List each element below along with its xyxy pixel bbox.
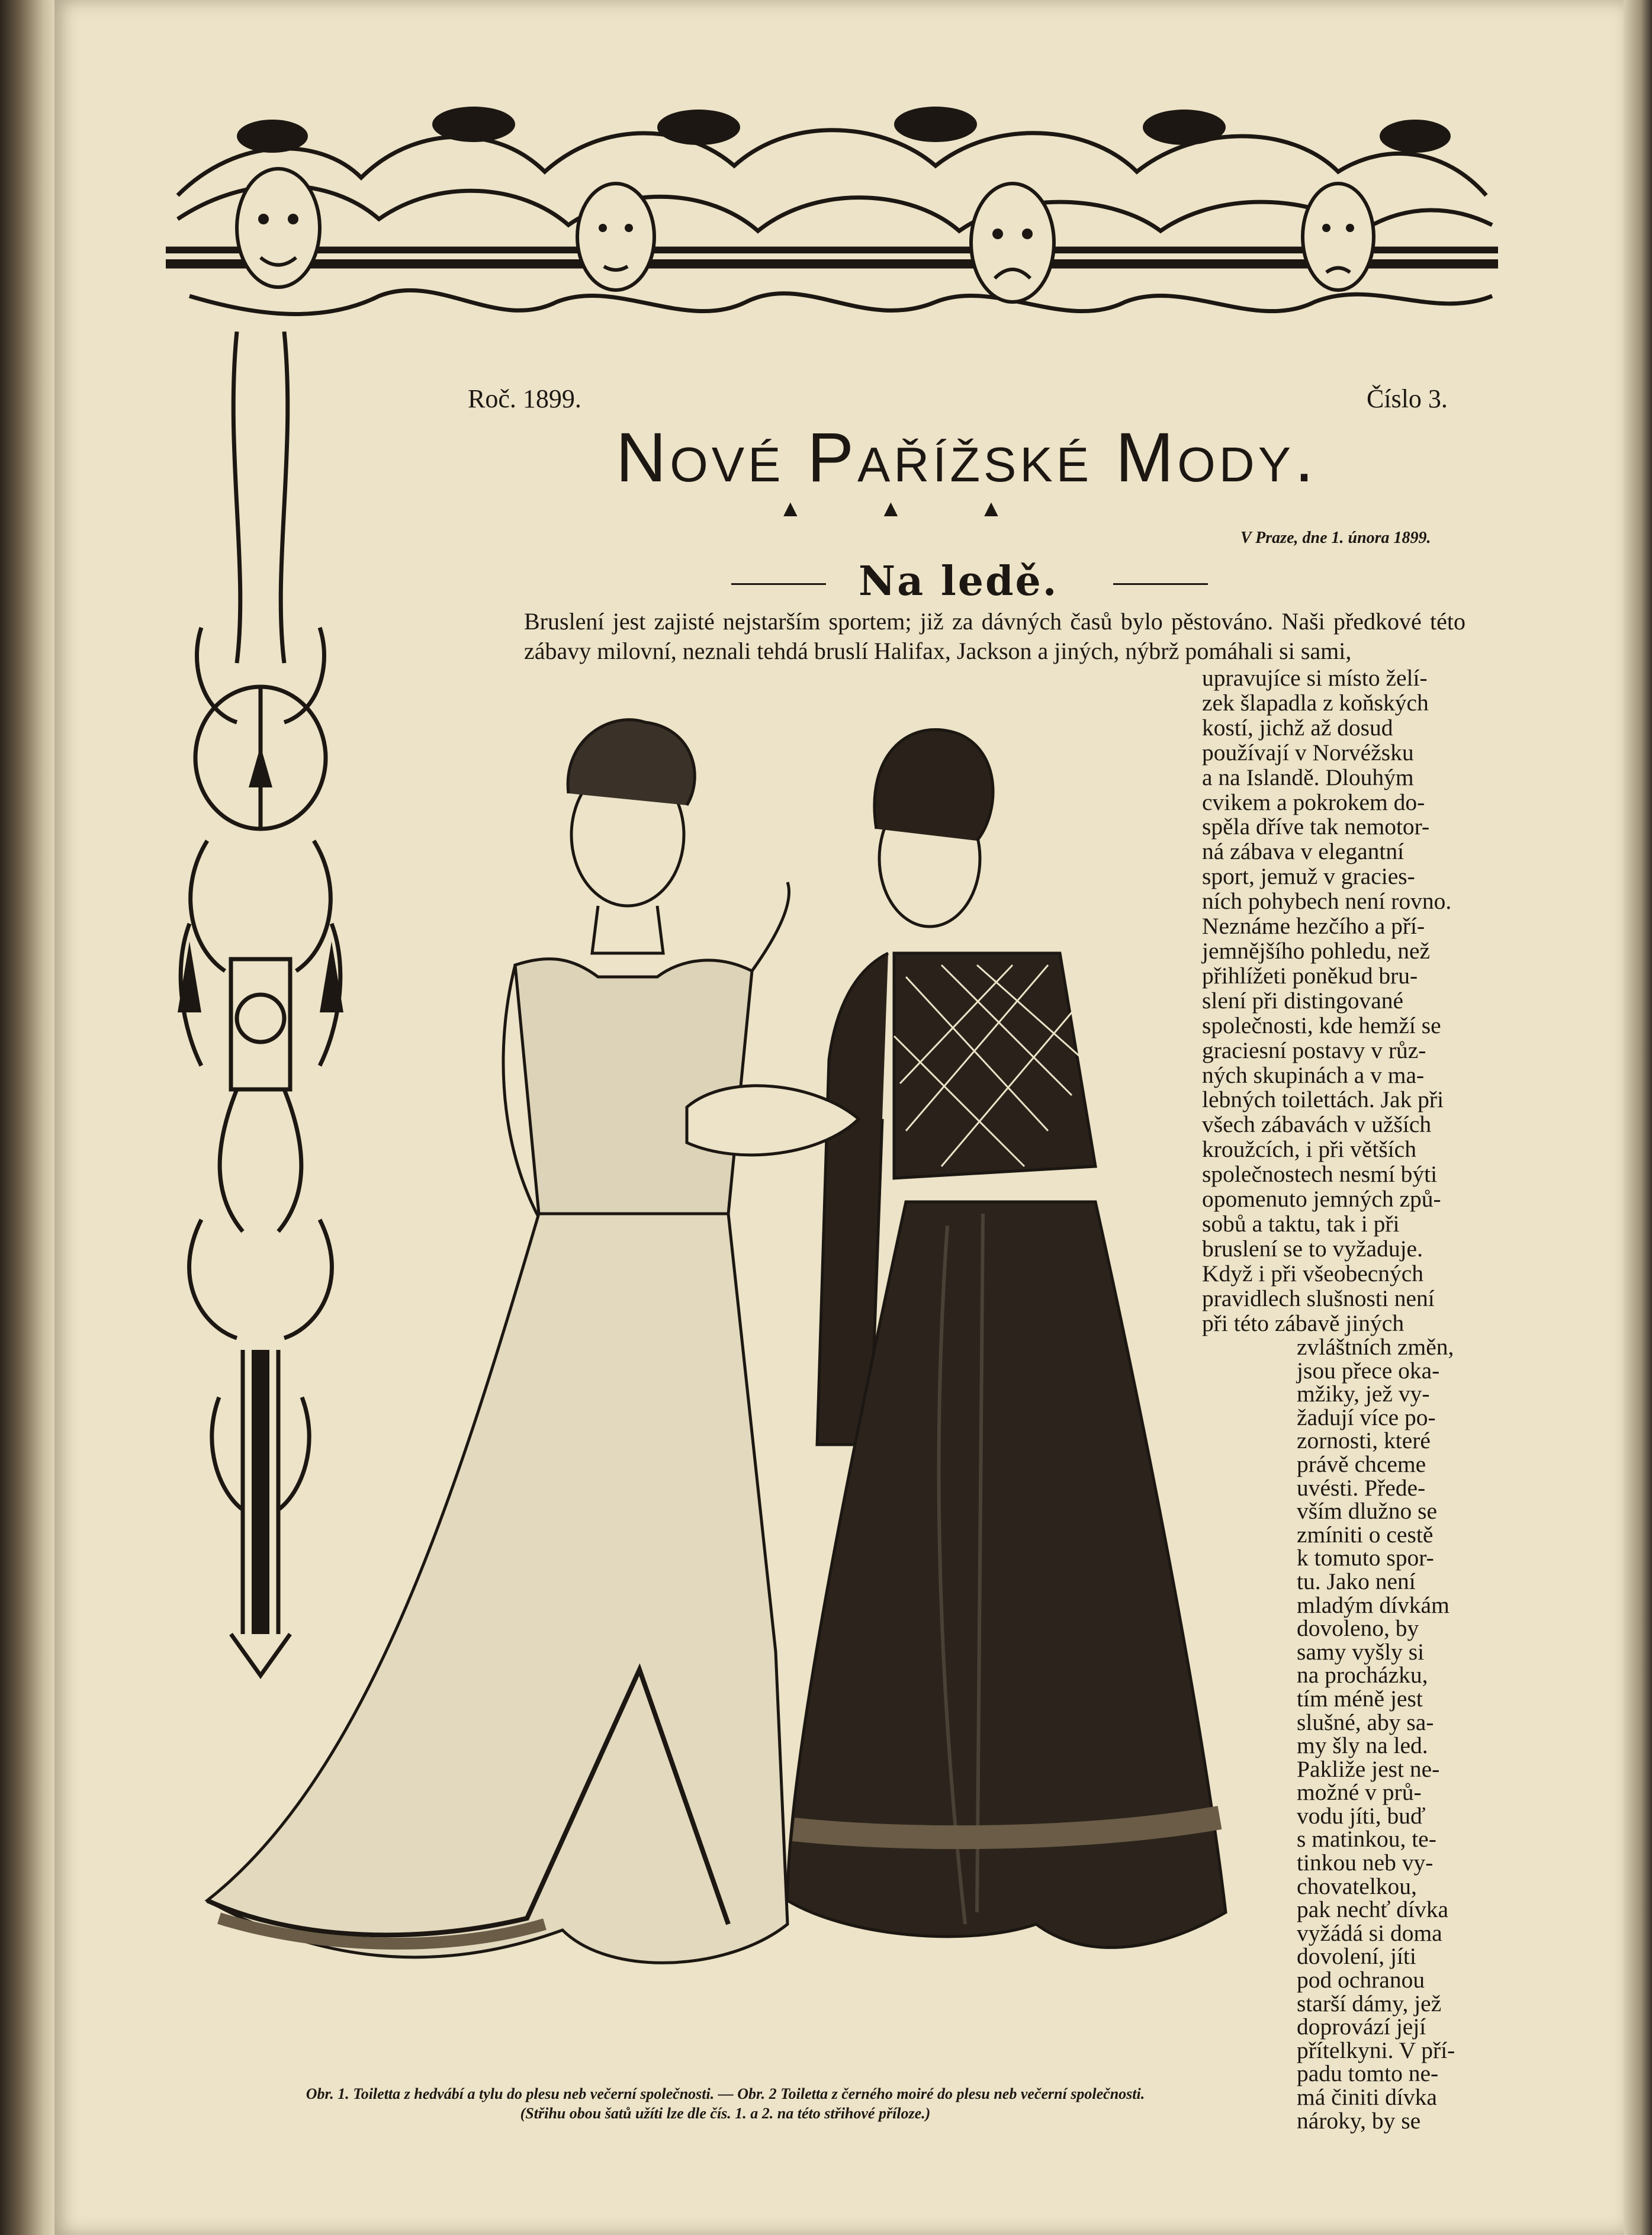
column-line: samy vyšly si bbox=[1297, 1638, 1425, 1665]
column-line: opomenuto jemných způ- bbox=[1202, 1186, 1441, 1213]
book-spine bbox=[0, 0, 54, 2235]
column-line: pak nechť dívka bbox=[1297, 1896, 1448, 1923]
column-line: společnosti, kde hemží se bbox=[1202, 1012, 1441, 1038]
column-line: spěla dříve tak nemotor- bbox=[1202, 813, 1430, 840]
column-line: žadují více po- bbox=[1297, 1404, 1436, 1430]
volume-year: Roč. 1899. bbox=[468, 384, 581, 413]
column-line: sobů a taktu, tak i při bbox=[1202, 1210, 1400, 1237]
column-line: přihlížeti poněkud bru- bbox=[1202, 962, 1418, 989]
article-intro: Bruslení jest zajisté nejstarším sportem; již za dávných časů bylo pěstováno. Naši předkové této zábavy milovní, neznali tehdá bruslí Halifax, Jackson a jiných, nýbrž pomáhali si sami, bbox=[524, 608, 1465, 664]
column-line: jemnějšího pohledu, než bbox=[1202, 937, 1431, 964]
ladies-in-gowns-illustration-icon bbox=[195, 705, 1238, 2066]
column-line: k tomuto spor- bbox=[1297, 1545, 1434, 1571]
column-line: možné v prů- bbox=[1297, 1779, 1422, 1806]
art-nouveau-masks-header-icon bbox=[166, 101, 1498, 361]
heading-rule-left bbox=[731, 583, 826, 585]
column-line: cvikem a pokrokem do- bbox=[1202, 789, 1425, 815]
column-line: kostí, jichž až dosud bbox=[1202, 714, 1393, 741]
column-line: má činiti dívka bbox=[1297, 2084, 1437, 2110]
column-line: doprovází její bbox=[1297, 2014, 1426, 2040]
column-line: lebných toilettách. Jak při bbox=[1202, 1086, 1444, 1113]
column-line: nároky, by se bbox=[1297, 2107, 1421, 2134]
column-line: ních pohybech není rovno. bbox=[1202, 888, 1452, 915]
column-line: tím méně jest bbox=[1297, 1685, 1423, 1712]
column-line: vyžádá si doma bbox=[1297, 1919, 1442, 1946]
column-line: Neznáme hezčího a pří- bbox=[1202, 913, 1425, 940]
title-ornament: ▲ ▲ ▲ bbox=[779, 495, 1039, 522]
column-line: ná zábava v elegantní bbox=[1202, 838, 1404, 865]
column-line: na procházku, bbox=[1297, 1662, 1428, 1689]
column-line: mžiky, jež vy- bbox=[1297, 1381, 1430, 1407]
column-line: s matinkou, te- bbox=[1297, 1826, 1436, 1853]
column-line: dovolení, jíti bbox=[1297, 1943, 1416, 1970]
column-line: kroužcích, i při větších bbox=[1202, 1136, 1416, 1163]
article-column bbox=[1202, 666, 1474, 1336]
dateline: V Praze, dne 1. února 1899. bbox=[1240, 529, 1431, 547]
column-line: mladým dívkám bbox=[1297, 1591, 1449, 1618]
column-line: jsou přece oka- bbox=[1297, 1357, 1440, 1384]
column-line: ných skupinách a v ma- bbox=[1202, 1062, 1425, 1088]
column-line: bruslení se to vyžaduje. bbox=[1202, 1235, 1423, 1262]
caption-line-1: Obr. 1. Toiletta z hedvábí a tylu do plesu neb večerní společnosti. — Obr. 2 Toiletta z černého moiré do plesu neb večerní společnosti. bbox=[306, 2085, 1145, 2102]
column-line: graciesní postavy v růz- bbox=[1202, 1037, 1426, 1063]
column-line: zmíniti o cestě bbox=[1297, 1521, 1434, 1548]
column-line: tu. Jako není bbox=[1297, 1568, 1416, 1594]
column-line: dovoleno, by bbox=[1297, 1615, 1419, 1642]
column-line: společnostech nesmí býti bbox=[1202, 1161, 1438, 1188]
issue-number: Číslo 3. bbox=[1367, 384, 1448, 413]
column-line: starší dámy, jež bbox=[1297, 1990, 1442, 2017]
column-line: slení při distingované bbox=[1202, 987, 1404, 1014]
column-line: padu tomto ne- bbox=[1297, 2060, 1439, 2087]
illustration-caption bbox=[178, 2084, 1273, 2123]
column-line: sport, jemuž v gracies- bbox=[1202, 863, 1415, 890]
article-column-narrow bbox=[1297, 1336, 1474, 2133]
column-line: vodu jíti, buď bbox=[1297, 1802, 1426, 1829]
heading-rule-right bbox=[1113, 583, 1208, 585]
article-heading: Na ledě. bbox=[859, 558, 1059, 605]
page-edge bbox=[1624, 0, 1652, 2235]
caption-line-2: (Střihu obou šatů užíti lze dle čís. 1. a 2. na této střihové příloze.) bbox=[520, 2105, 931, 2122]
column-line: slušné, aby sa- bbox=[1297, 1709, 1434, 1735]
column-line: vším dlužno se bbox=[1297, 1498, 1437, 1525]
column-line: uvésti. Přede- bbox=[1297, 1474, 1426, 1501]
column-line: Pakliže jest ne- bbox=[1297, 1755, 1440, 1782]
column-line: chovatelkou, bbox=[1297, 1873, 1417, 1899]
column-line: pod ochranou bbox=[1297, 1967, 1425, 1993]
column-line: při této zábavě jiných bbox=[1202, 1310, 1404, 1336]
column-line: upravujíce si místo želí- bbox=[1202, 665, 1428, 691]
page-title: Nové Pařížské Mody. bbox=[616, 419, 1317, 497]
column-line: právě chceme bbox=[1297, 1451, 1426, 1477]
column-line: zornosti, které bbox=[1297, 1427, 1431, 1454]
column-line: zek šlapadla z koňských bbox=[1202, 689, 1429, 716]
column-line: používají v Norvéžsku bbox=[1202, 739, 1414, 766]
column-line: a na Islandě. Dlouhým bbox=[1202, 764, 1414, 790]
column-line: Když i při všeobecných bbox=[1202, 1260, 1424, 1287]
column-line: zvláštních změn, bbox=[1297, 1334, 1454, 1360]
column-line: přítelkyni. V pří- bbox=[1297, 2037, 1455, 2063]
column-line: všech zábavách v užších bbox=[1202, 1111, 1432, 1138]
column-line: pravidlech slušnosti není bbox=[1202, 1285, 1435, 1311]
column-line: my šly na led. bbox=[1297, 1732, 1428, 1759]
column-line: tinkou neb vy- bbox=[1297, 1850, 1434, 1876]
